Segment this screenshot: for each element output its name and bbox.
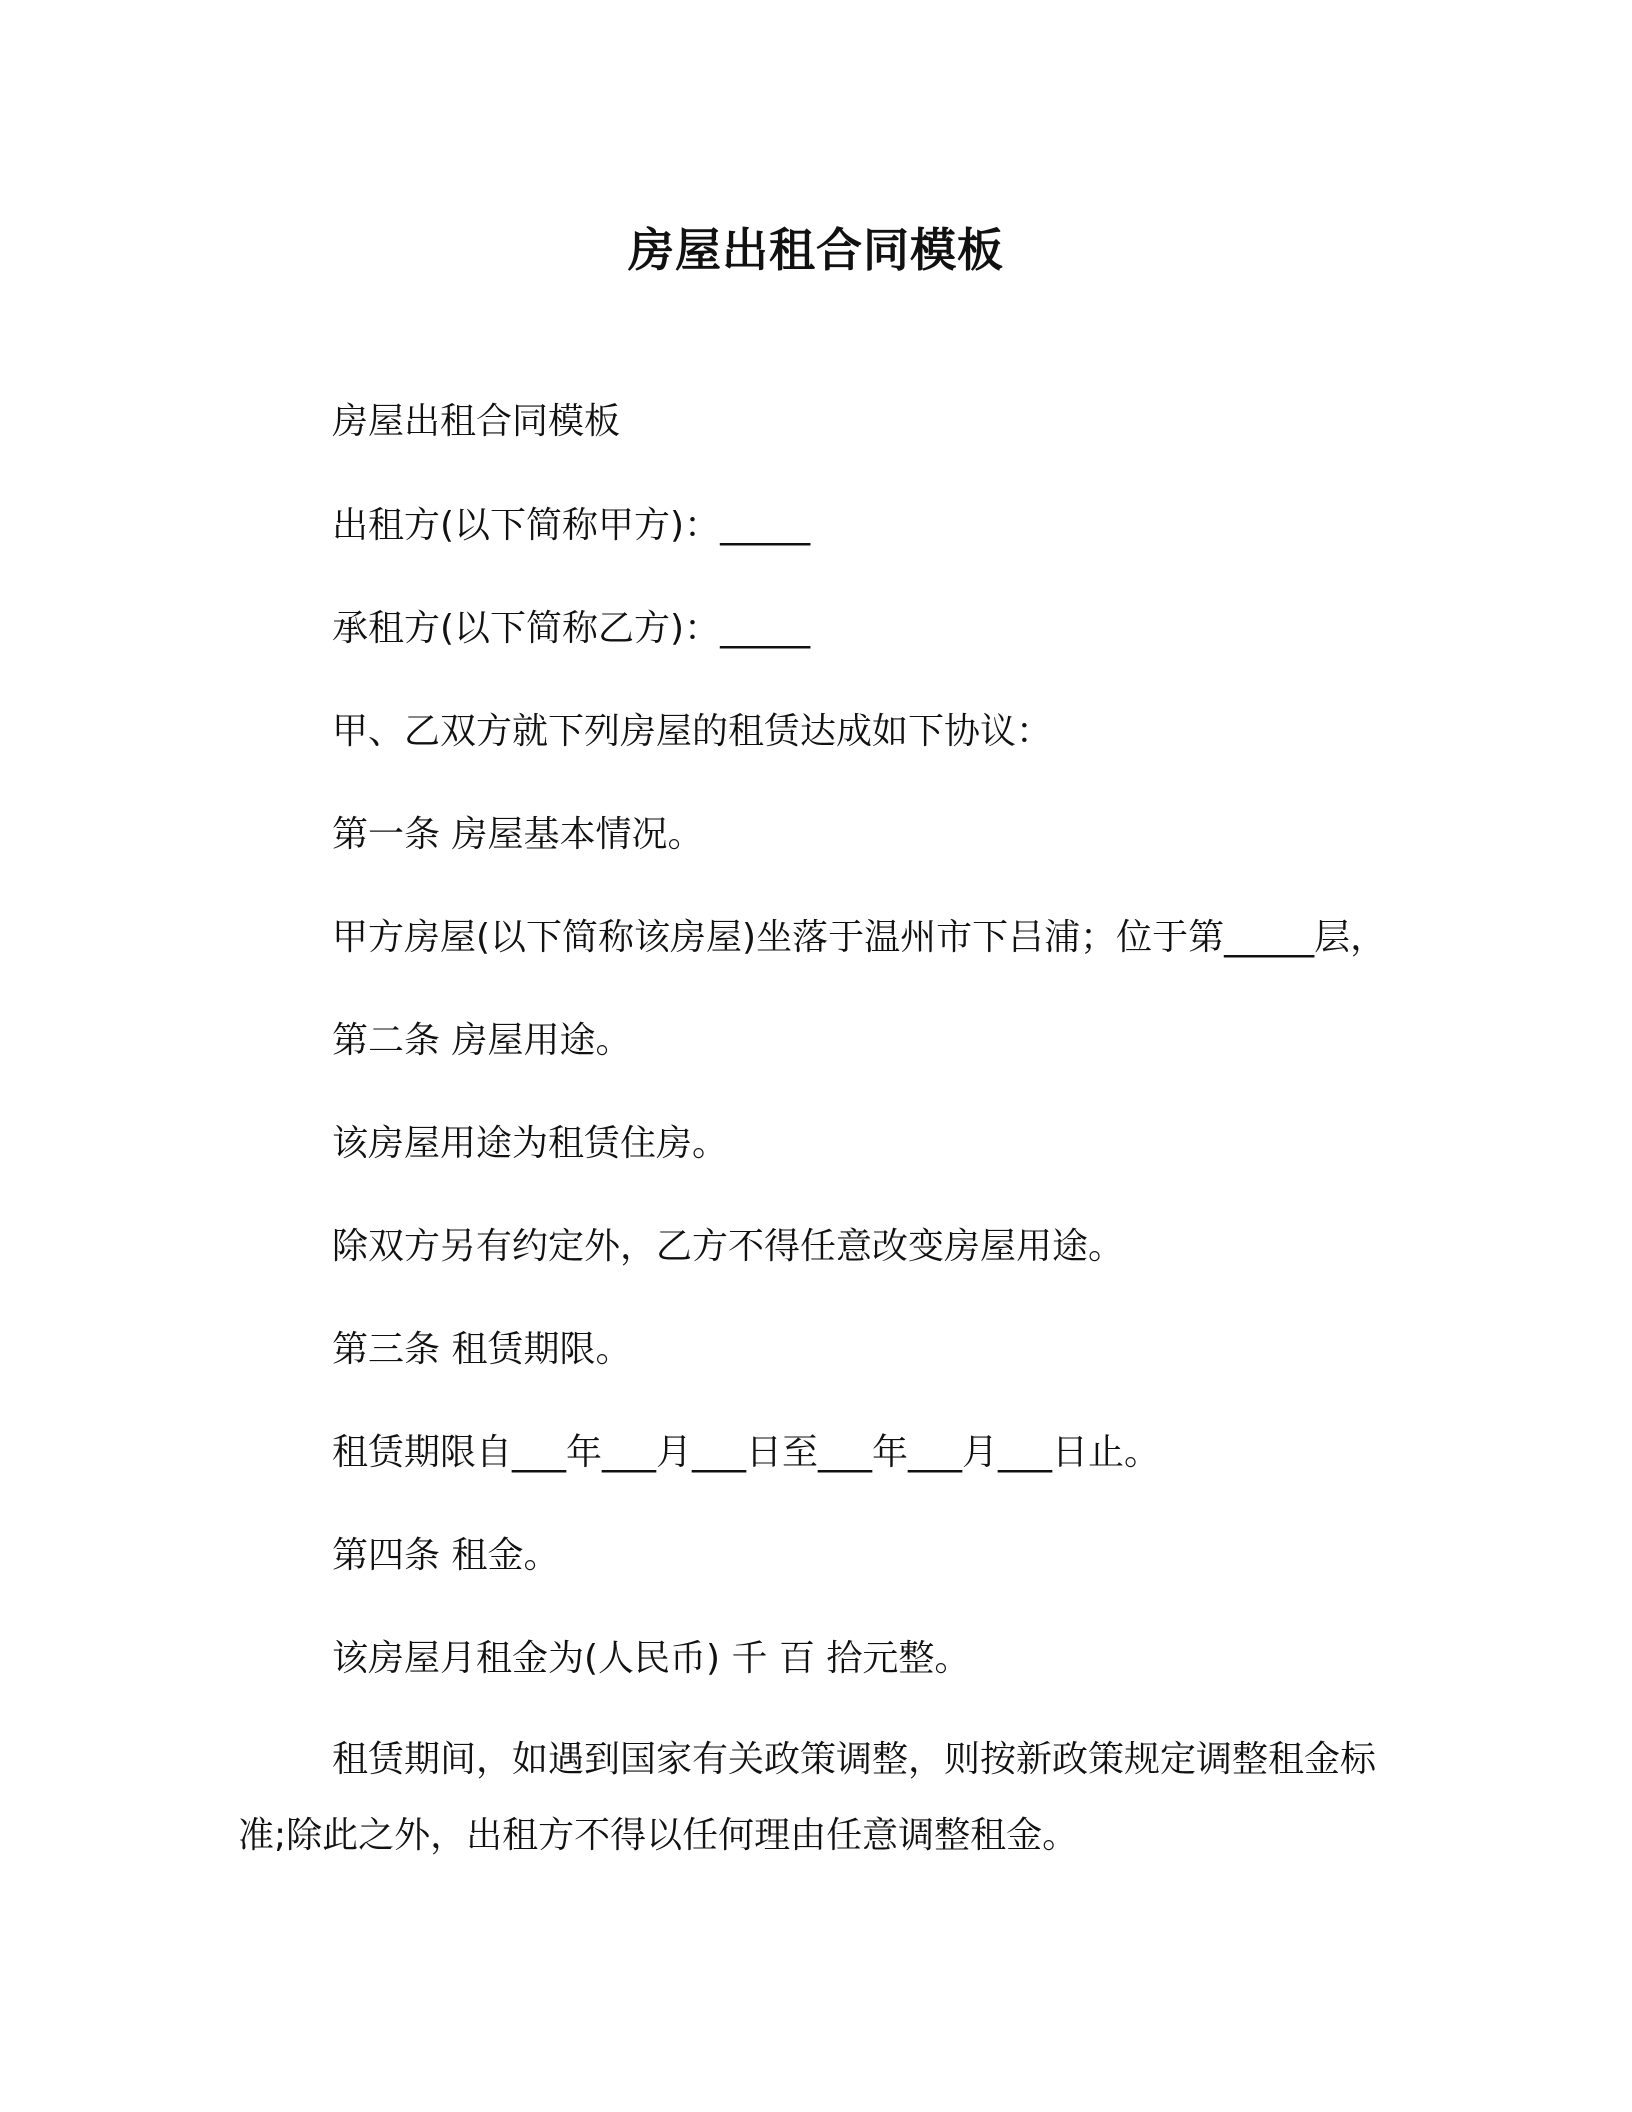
paragraph-property-location: 甲方房屋(以下简称该房屋)坐落于温州市下吕浦；位于第_____层， (332, 917, 1387, 958)
document-title: 房屋出租合同模板 (628, 223, 1004, 277)
paragraph-property-use: 该房屋用途为租赁住房。 (332, 1123, 729, 1164)
paragraph-agreement-intro: 甲、乙双方就下列房屋的租赁达成如下协议： (332, 711, 1053, 752)
paragraph-rent-adjustment: 租赁期间，如遇到国家有关政策调整，则按新政策规定调整租金标准;除此之外，出租方不得以任何理由任意调整租金。 (238, 1739, 1377, 1856)
paragraph-subtitle: 房屋出租合同模板 (332, 401, 621, 442)
paragraph-use-restriction: 除双方另有约定外，乙方不得任意改变房屋用途。 (332, 1226, 1125, 1267)
article-4-heading: 第四条 租金。 (332, 1535, 560, 1576)
paragraph-monthly-rent: 该房屋月租金为(人民币) 千 百 拾元整。 (332, 1638, 971, 1679)
article-1-heading: 第一条 房屋基本情况。 (332, 814, 704, 855)
article-2-heading: 第二条 房屋用途。 (332, 1020, 632, 1061)
paragraph-lessee: 承租方(以下简称乙方)：_____ (332, 608, 811, 649)
article-3-heading: 第三条 租赁期限。 (332, 1329, 632, 1370)
paragraph-lessor: 出租方(以下简称甲方)：_____ (332, 505, 811, 546)
paragraph-lease-term: 租赁期限自___年___月___日至___年___月___日止。 (332, 1432, 1161, 1473)
